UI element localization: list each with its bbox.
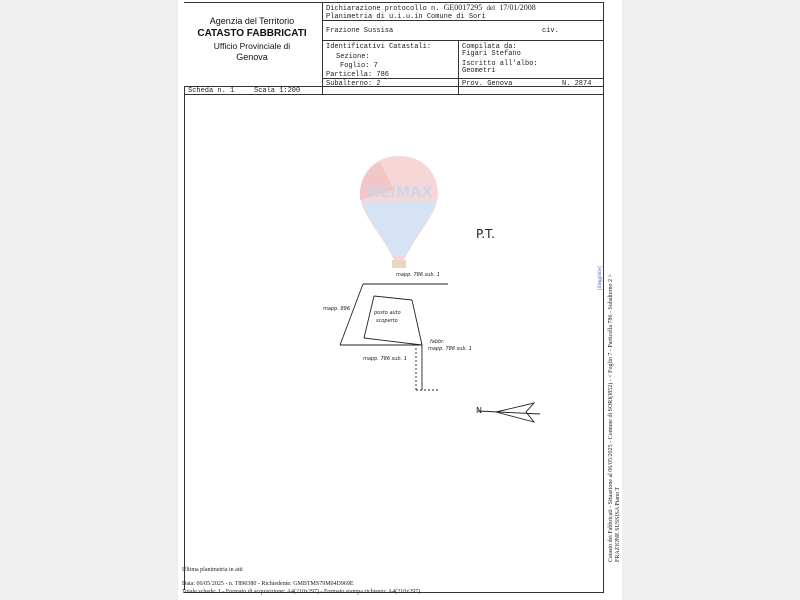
agency-city: Genova bbox=[236, 52, 268, 62]
dichiarazione-label: Dichiarazione protocollo n. bbox=[326, 5, 440, 13]
foglio-field: Foglio: 7 bbox=[340, 62, 378, 70]
north-label: N bbox=[476, 406, 482, 415]
compilata-name: Figari Stefano bbox=[462, 50, 521, 58]
protocollo-number: GE0017295 bbox=[443, 3, 483, 12]
side-text-frazione: FRAZIONE SUSSISA Piano T bbox=[615, 486, 621, 562]
scala-value: Scala 1:200 bbox=[254, 87, 301, 95]
prov-value: Prov. Genova bbox=[462, 80, 513, 88]
identificativi-title: Identificativi Catastali: bbox=[326, 43, 432, 51]
remax-watermark-text: RE/MAX bbox=[368, 184, 434, 201]
mapp-top-label bbox=[396, 272, 440, 278]
agency-catasto: CATASTO FABBRICATI bbox=[197, 28, 307, 39]
del-label: del bbox=[486, 4, 496, 12]
protocollo-date: 17/01/2008 bbox=[499, 3, 536, 12]
iscritto-label: Iscritto all'albo: bbox=[462, 60, 538, 68]
mapp-right-text: mapp. 786 bbox=[428, 346, 456, 352]
room-label-line2: scoperto bbox=[376, 318, 398, 324]
subalterno-field: Subalterno: 2 bbox=[326, 80, 381, 88]
civ-label: civ. bbox=[542, 27, 559, 35]
cadastral-sheet bbox=[178, 0, 622, 600]
floor-label: P.T. bbox=[476, 227, 495, 241]
scheda-number: Scheda n. 1 bbox=[188, 87, 235, 95]
fabbr-label: fabbr. bbox=[430, 339, 445, 345]
mapp-left-label: mapp. 896 bbox=[323, 306, 351, 312]
sezione-field: Sezione: bbox=[336, 53, 370, 61]
side-stamp: [illeggibile] bbox=[598, 266, 603, 290]
mapp-right-label bbox=[428, 346, 472, 352]
mapp-bottom-text: mapp. 786 bbox=[363, 356, 391, 362]
mapp-bottom-sub: sub. 1 bbox=[391, 356, 407, 362]
professione-value: Geometri bbox=[462, 67, 496, 75]
frazione-line: Frazione Sussisa bbox=[326, 27, 394, 35]
mapp-right-sub: sub. 1 bbox=[456, 346, 472, 352]
footer-data-line: Data: 06/05/2025 - n. T890380 - Richiedente: GMBTMS79M04D969E bbox=[182, 581, 354, 587]
footer-totale-line: Totale schede: 1 - Formato di acquisizione: A4(210x297) - Formato stampa richiesto: A4(210x297) bbox=[182, 589, 421, 595]
ultima-planimetria: Ultima planimetria in atti bbox=[182, 567, 243, 573]
side-text-catasto: Catasto dei Fabbricati - Situazione al 06/05/2025 - Comune di SORI(I852) - < Foglio 7 - Particella 786 - Subalterno 2 > bbox=[608, 274, 614, 562]
mapp-bottom-label bbox=[363, 356, 407, 362]
agency-office: Ufficio Provinciale di bbox=[213, 41, 291, 51]
compilata-title: Compilata da: bbox=[462, 43, 517, 51]
particella-field: Particella: 786 bbox=[326, 71, 390, 79]
floor-plan-drawing bbox=[178, 0, 622, 600]
mapp-top-sub: sub. 1 bbox=[424, 272, 440, 278]
planimetria-line: Planimetria di u.i.u.in Comune di Sori bbox=[326, 13, 486, 21]
albo-number: N. 2874 bbox=[562, 80, 592, 88]
room-label-line1: posto auto bbox=[374, 310, 401, 316]
agency-name: Agenzia del Territorio bbox=[209, 16, 295, 26]
mapp-top-text: mapp. 786 bbox=[396, 272, 424, 278]
